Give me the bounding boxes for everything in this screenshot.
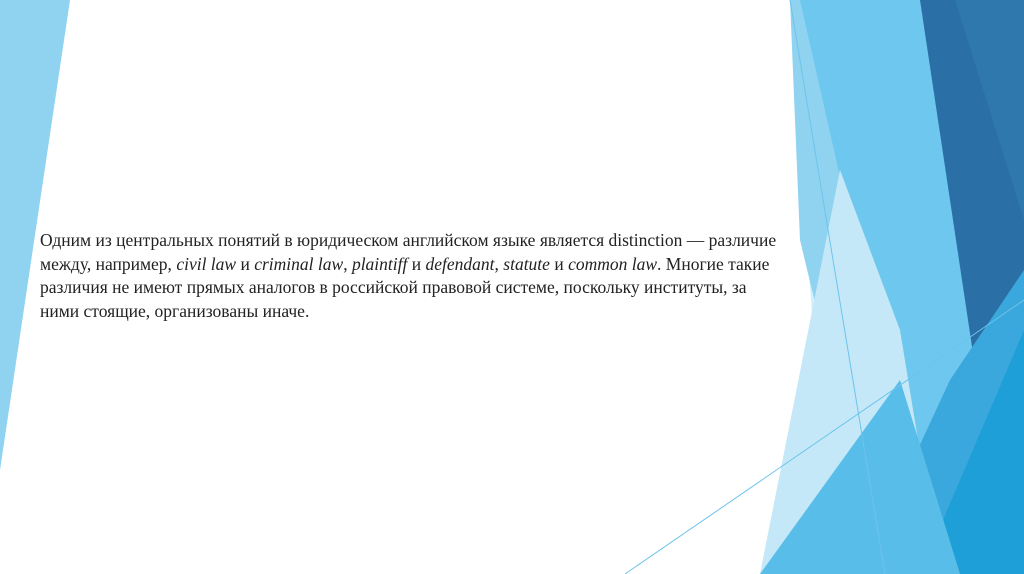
term-italic: criminal law: [254, 253, 344, 274]
term-italic: plaintiff: [351, 253, 408, 274]
text-run: и: [407, 253, 426, 274]
text-run: ,: [343, 253, 352, 274]
body-paragraph: [40, 229, 780, 323]
text-run: . Многие такие различия не имеют прямых аналогов в российской правовой системе, поскольку институты, за ними стоящие, организованы иначе.: [40, 253, 770, 321]
text-run: и: [549, 253, 569, 274]
term-italic: statute: [503, 253, 550, 274]
text-run: ,: [494, 253, 504, 274]
term-italic: defendant: [425, 253, 495, 274]
text-run: и: [236, 253, 255, 274]
term-italic: civil law: [176, 253, 237, 274]
term-italic: common law: [568, 253, 658, 274]
text-run: Одним из центральных понятий в юридическом английском языке является distinction — различие между, например,: [40, 230, 777, 274]
